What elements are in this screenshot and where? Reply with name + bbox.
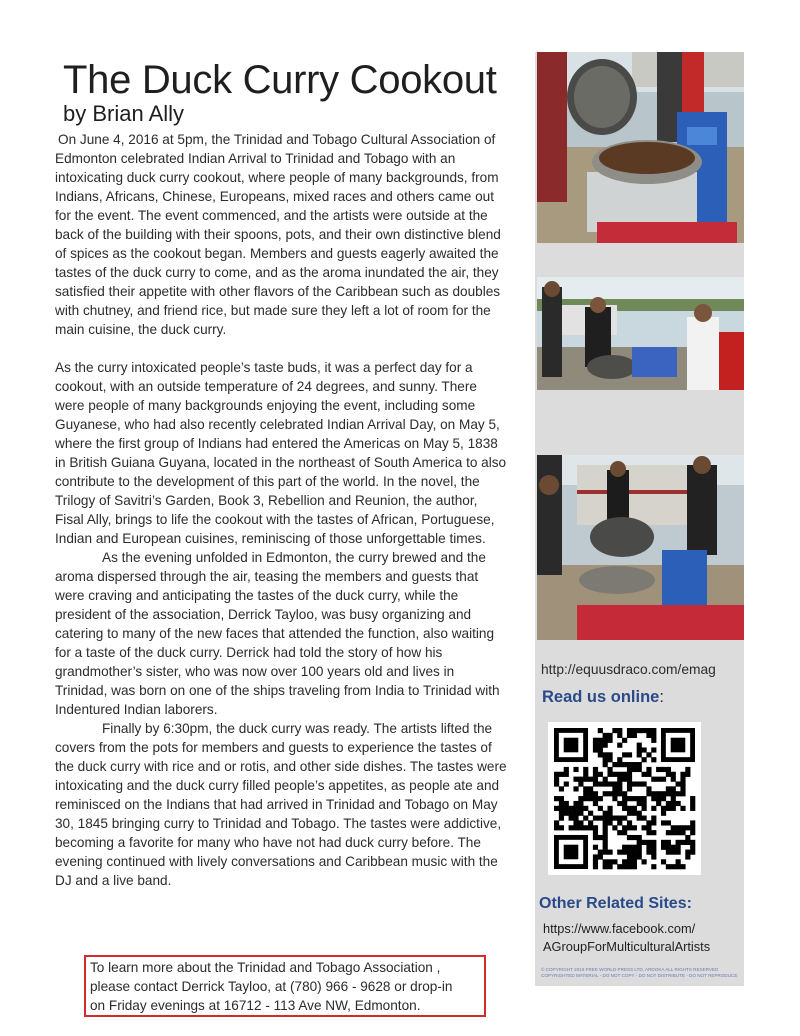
copyright-line: COPYRIGHTED MATERIAL - DO NOT COPY - DO NOT DISTRIBUTE - DO NOT REPRODUCE [541,973,738,978]
contact-info-box [84,955,486,1017]
read-online-label: Read us online [542,688,660,706]
article-paragraph: Finally by 6:30pm, the duck curry was ready. The artists lifted the covers from the pots for members and guests to experience the tastes of the duck curry with rice and or rotis, and other side dishes. The tastes were intoxicating and the duck curry filled people’s appetites, as people ate and reminisced on the Indians that had arrived in Trinidad and Tobago on May 30, 1845 bringing curry to Trinidad and Tobago. The tastes were addictive, becoming a favorite for many who have not had duck curry before. The evening continued with lively conversations and Caribbean music with the DJ and a live band. [55,721,507,888]
read-online-colon: : [659,688,664,706]
related-sites-heading: Other Related Sites: [539,895,692,912]
copyright-notice [541,967,743,979]
facebook-link[interactable]: https://www.facebook.com/ [543,921,696,936]
contact-line: on Friday evenings at 16712 - 113 Ave NW, Edmonton. [90,998,421,1013]
qr-code-graphic [548,722,701,875]
qr-code-icon[interactable] [548,722,701,875]
facebook-link-path[interactable]: AGroupForMulticulturalArtists [543,939,711,954]
cookout-photo-crowd [537,277,744,390]
read-online-heading [542,688,664,707]
contact-line: please contact Derrick Tayloo, at (780) 966 - 9628 or drop-in [90,979,453,994]
article-paragraph: On June 4, 2016 at 5pm, the Trinidad and Tobago Cultural Association of Edmonton celebrated Indian Arrival to Trinidad and Tobago with an intoxicating duck curry cookout, where people of many backgrounds, from Indians, Africans, Chinese, Europeans, mixed races and others came out for the event. The event commenced, and the artists were outside at the back of the building with their spoons, pots, and their own distinctive blend of spices as the cookout began. Members and guests eagerly awaited the tastes of the duck curry to come, and as the aroma inundated the air, they satisfied their appetite with other flavors of the Caribbean such as doubles with chutney, and friend rice, but made sure they left a lot of room for the main cuisine, the duck curry. [55,132,501,337]
article-title: The Duck Curry Cookout [63,58,497,102]
article-paragraph: As the curry intoxicated people’s taste buds, it was a perfect day for a cookout, with an outside temperature of 24 degrees, and sunny. There were people of many backgrounds enjoying the event, including some Guyanese, who had also recently celebrated Indian Arrival Day, on May 5, where the first group of Indians had entered the Americas on May 5, 1838 in British Guiana Guyana, located in the northeast of South America to also contribute to the development of this part of the world. In the novel, the Trilogy of Savitri’s Garden, Book 3, Rebellion and Reunion, the author, Fisal Ally, brings to life the cookout with the tastes of African, Portuguese, Indian and European cuisines, reminiscing of those unforgettable times. [55,360,507,546]
cookout-photo-serving [537,455,744,640]
contact-line: To learn more about the Trinidad and Tobago Association , [90,960,441,975]
copyright-line: © COPYRIGHT 2016 FREE WORLD PRESS LTD, ARDOKA ALL RIGHTS RESERVED [541,967,719,972]
emag-url-link[interactable]: http://equusdraco.com/emag [541,662,716,677]
article-byline: by Brian Ally [63,101,185,126]
article-paragraph: As the evening unfolded in Edmonton, the curry brewed and the aroma dispersed through the air, teasing the members and guests that were craving and anticipating the tastes of the duck curry, while the president of the association, Derrick Tayloo, was busy organizing and catering to many of the new faces that attended the function, also waiting for a taste of the duck curry. Derrick had told the story of how his grandmother’s sister, who was now over 100 years old and lives in Trinidad, was born on one of the ships traveling from India to Trinidad with Indentured Indian laborers. [55,550,500,717]
article-body [55,130,507,890]
cookout-photo-pot [537,52,744,243]
